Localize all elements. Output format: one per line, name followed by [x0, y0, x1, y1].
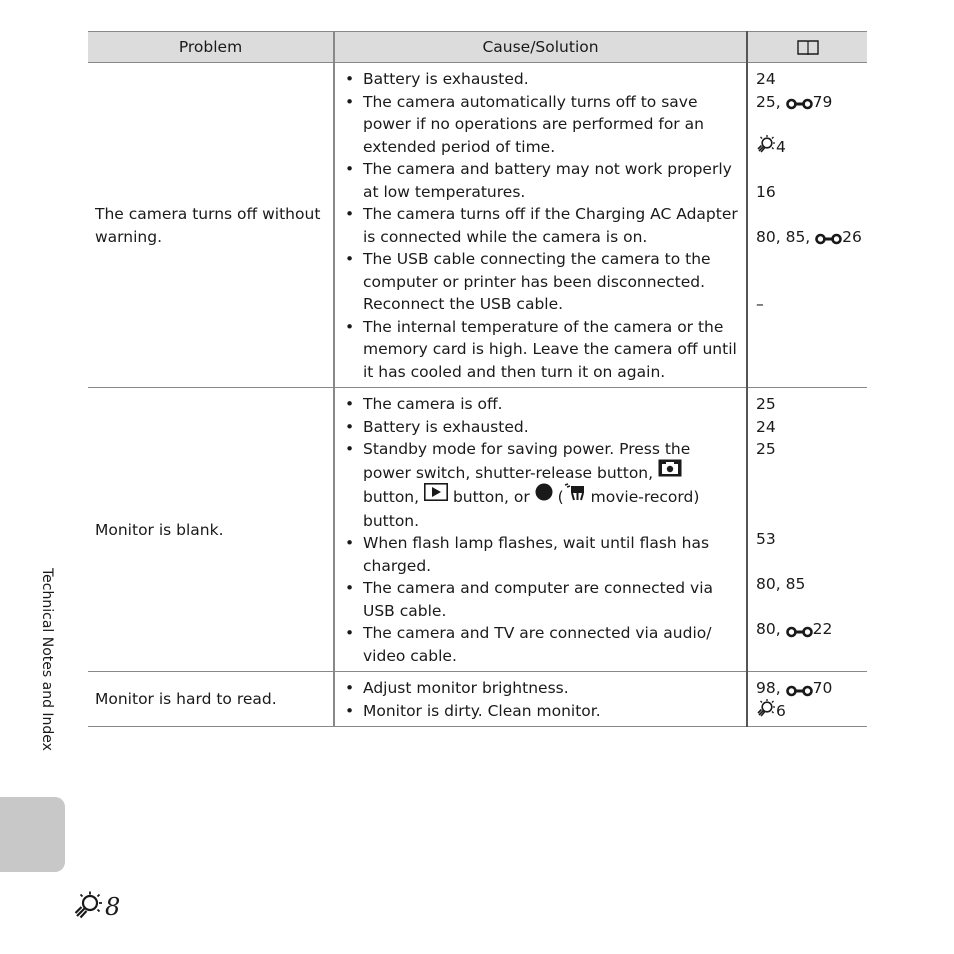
section-side-label: Technical Notes and Index: [39, 568, 55, 751]
reference-cell: [747, 672, 867, 727]
section-tab: [0, 797, 65, 872]
list-item: • Adjust monitor brightness.: [345, 679, 569, 697]
page-reference: 24: [756, 70, 776, 88]
list-item: • Battery is exhausted.: [345, 417, 529, 436]
cause-cell: [334, 672, 747, 727]
table-row: [88, 63, 867, 388]
list-item: • The camera and computer are connected via USB cable.: [345, 579, 714, 620]
reference-section-icon: [786, 622, 813, 634]
camera-button-icon: [658, 459, 682, 484]
table-row: [88, 388, 867, 672]
page-reference: 16: [756, 182, 776, 201]
cause-cell: [334, 63, 747, 388]
page-reference: 4: [756, 136, 863, 159]
reference-section-icon: [815, 229, 842, 241]
list-item: • The camera turns off if the Charging AC Adapter is connected while the camera is on.: [345, 205, 738, 246]
reference-cell: [747, 388, 867, 672]
list-item: • The internal temperature of the camera or the memory card is high. Leave the camera off until it has cooled and then turn it on again.: [345, 317, 737, 381]
page-number: [72, 890, 120, 924]
table-header-row: [88, 32, 867, 63]
page-reference: 80, 85, 26: [756, 227, 862, 246]
page-reference: 25: [756, 440, 776, 458]
page-reference: 80, 85: [756, 575, 806, 593]
page-reference: 6: [756, 700, 863, 723]
problem-cell: The camera turns off without warning.: [88, 63, 334, 388]
page-reference: 53: [756, 530, 776, 548]
cause-cell: [334, 388, 747, 672]
movie-record-icon: [564, 483, 586, 508]
list-item: • The camera is off.: [345, 395, 503, 413]
playback-button-icon: [424, 483, 448, 508]
reference-section-icon: [786, 681, 813, 693]
reference-cell: [747, 63, 867, 388]
header-problem: Problem: [88, 32, 334, 63]
page-reference: 98, 70: [756, 679, 833, 697]
page-number-value: 8: [105, 893, 121, 921]
technical-notes-icon: [756, 698, 776, 718]
troubleshooting-table: [88, 31, 867, 727]
problem-cell: Monitor is hard to read.: [88, 672, 334, 727]
list-item: • Standby mode for saving power. Press the power switch, shutter-release button, button, button, or ( movie-record) button.: [345, 440, 700, 530]
page-reference: 25, 79: [756, 92, 833, 111]
page-reference: –: [756, 295, 764, 313]
header-cause-solution: Cause/Solution: [334, 32, 747, 63]
record-button-icon: [535, 483, 553, 508]
page-reference: 25: [756, 395, 776, 413]
header-reference: [747, 32, 867, 63]
list-item: • Battery is exhausted.: [345, 70, 529, 88]
bulb-icon: [72, 890, 104, 924]
list-item: • The camera and battery may not work properly at low temperatures.: [345, 160, 732, 201]
list-item: • Monitor is dirty. Clean monitor.: [345, 701, 601, 720]
list-item: • The camera and TV are connected via audio/ video cable.: [345, 624, 712, 665]
technical-notes-icon: [756, 134, 776, 154]
reference-section-icon: [786, 94, 813, 106]
book-icon: [797, 39, 819, 55]
list-item: • The camera automatically turns off to save power if no operations are performed for an extended period of time.: [345, 92, 704, 156]
table-row: [88, 672, 867, 727]
problem-cell: Monitor is blank.: [88, 388, 334, 672]
list-item: • When flash lamp flashes, wait until flash has charged.: [345, 534, 710, 575]
page-reference: 80, 22: [756, 620, 833, 638]
page-reference: 24: [756, 417, 776, 436]
list-item: • The USB cable connecting the camera to the computer or printer has been disconnected. Reconnect the USB cable.: [345, 250, 711, 313]
